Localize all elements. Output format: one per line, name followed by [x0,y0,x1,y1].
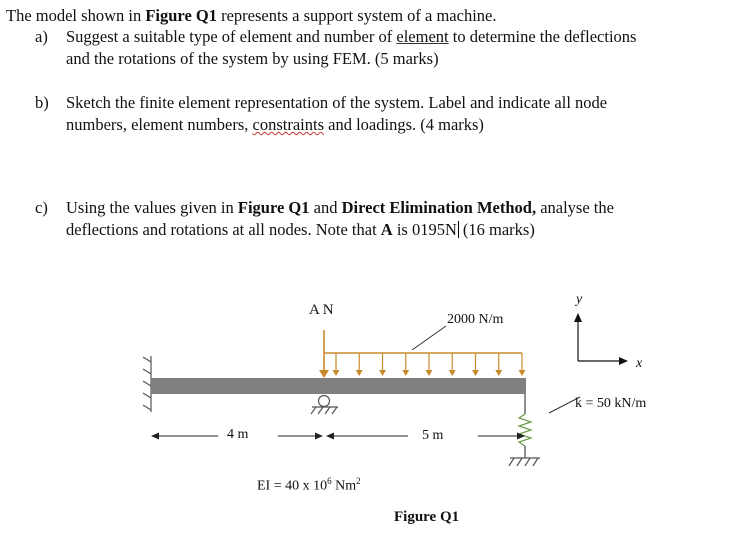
intro-text-1: The model shown in [6,6,146,25]
ei-unit: Nm [331,478,357,494]
axis-x-label: x [636,356,643,371]
ei-exponent: 6 [327,476,332,486]
udl-arrow-head [402,370,409,376]
intro-figure-ref: Figure Q1 [145,6,217,25]
udl-arrow-head [472,370,479,376]
question-b-marker: b) [35,93,49,112]
flexural-rigidity [257,476,361,495]
qb-spellcheck-word: constraints [252,115,324,134]
question-b-line-1: Sketch the finite element representation of the system. Label and indicate all node [66,93,608,112]
intro-text-2: represents a support system of a machine. [216,6,497,25]
dimension-5m: 5 m [422,428,444,443]
spring-support [509,394,540,466]
udl-arrow-head [333,370,340,376]
qb-text-1: numbers, element numbers, [66,115,253,134]
figure-caption: Figure Q1 [394,509,460,525]
question-a-marker: a) [35,27,48,46]
udl-arrow-head [356,370,363,376]
udl-arrow-head [426,370,433,376]
ei-base: EI = 40 x 10 [257,478,328,494]
qc-method: Direct Elimination Method, [341,198,537,217]
qc-text-1: Using the values given in [66,198,238,217]
coordinate-axes [574,313,628,365]
udl-arrow-head [519,370,526,376]
ei-unit-exponent: 2 [356,476,361,486]
qb-text-2: and loadings. (4 marks) [324,115,484,134]
spring-stiffness-label: k = 50 kN/m [575,396,647,411]
question-a-line-2: and the rotations of the system by using FEM. (5 marks) [66,49,439,68]
pin-support [311,396,338,415]
qa-text-2: to determine the deflections [448,27,637,46]
beam [151,378,526,394]
dimension-4m: 4 m [227,427,249,442]
distributed-load [324,353,526,376]
udl-arrow-head [379,370,386,376]
qc-text-4: deflections and rotations at all nodes. Note that [66,220,381,239]
udl-label: 2000 N/m [447,312,504,327]
qc-variable-a: A [380,220,393,239]
question-c-marker: c) [35,198,48,217]
fixed-support-left [143,356,151,412]
qc-marks: (16 marks) [462,220,535,239]
qa-underlined-word: element [396,27,449,46]
qc-text-2: and [309,198,342,217]
point-load-label: A N [309,302,334,318]
axis-y-label: y [576,292,583,307]
qc-text-3: analyse the [536,198,614,217]
qa-text-1: Suggest a suitable type of element and number of [66,27,397,46]
udl-label-leader [412,326,446,350]
dimension-lines [151,433,525,440]
qc-text-5: is 0195N [392,220,457,239]
qc-figure-ref: Figure Q1 [237,198,310,217]
udl-arrow-head [449,370,456,376]
point-load-arrow [319,330,329,378]
udl-arrow-head [495,370,502,376]
